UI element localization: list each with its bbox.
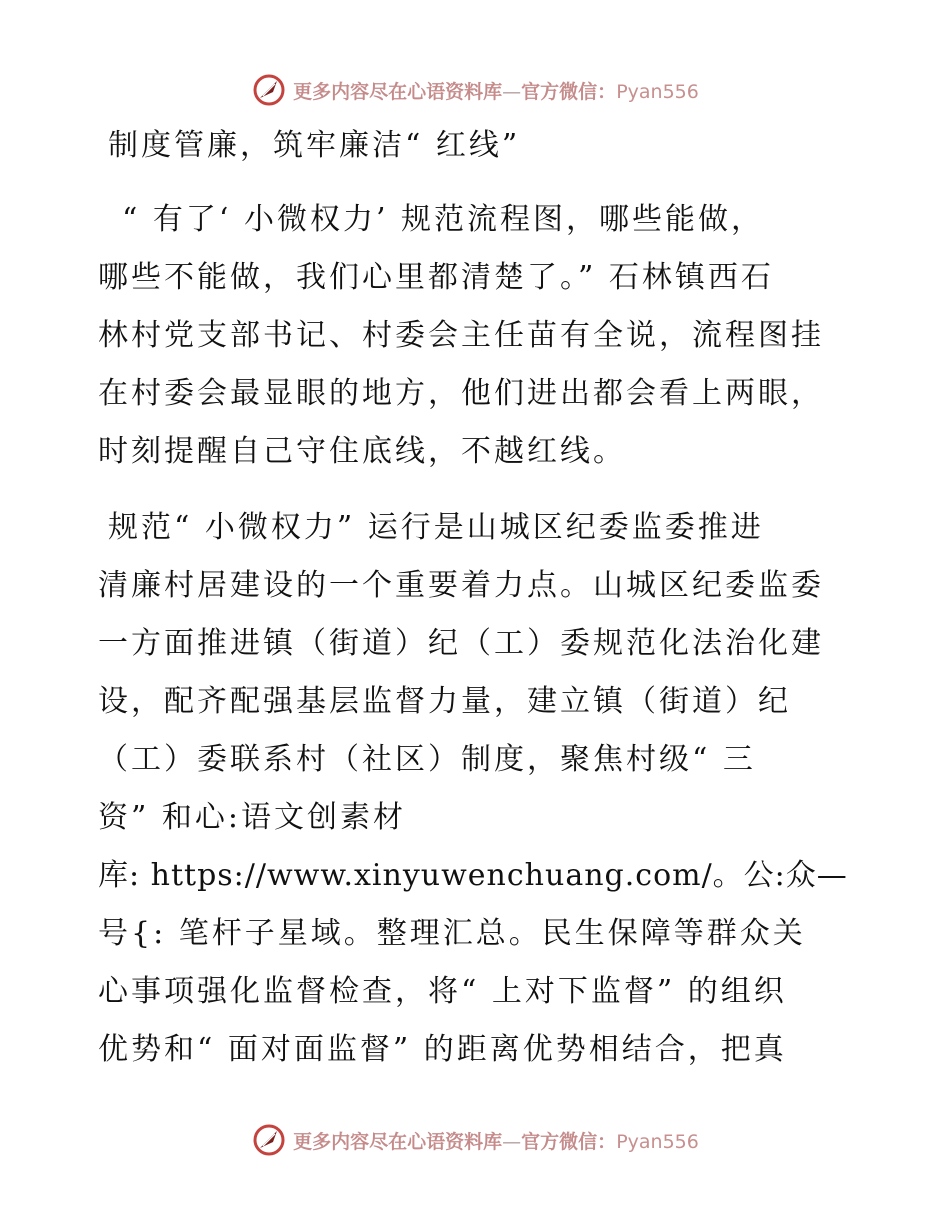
paragraph2-line-9: 心事项强化监督检查，将“ 上对下监督” 的组织 xyxy=(98,974,787,1009)
paragraph1-line-4: 在村委会最显眼的地方，他们进出都会看上两眼， xyxy=(98,376,824,411)
header-watermark xyxy=(0,70,950,110)
paragraph1-line-5: 时刻提醒自己守住底线，不越红线。 xyxy=(98,434,626,469)
watermark-dash: — xyxy=(502,80,522,103)
feather-circle-logo-icon xyxy=(251,72,287,108)
header-watermark-group xyxy=(251,72,699,108)
footer-watermark-group xyxy=(251,1122,699,1158)
paragraph2-line-4: 设，配齐配强基层监督力量，建立镇（街道）纪 xyxy=(98,684,791,719)
paragraph2-line-3: 一方面推进镇（街道）纪（工）委规范化法治化建 xyxy=(98,626,824,661)
watermark-wechat-id: Pyan556 xyxy=(616,1130,699,1153)
watermark-site-text: 更多内容尽在心语资料库 xyxy=(293,80,503,103)
paragraph1-line-2: 哪些不能做，我们心里都清楚了。” 石林镇西石 xyxy=(98,260,774,295)
paragraph2-line-2: 清廉村居建设的一个重要着力点。山城区纪委监委 xyxy=(98,568,824,603)
paragraph2-line-8: 号{: 笔杆子星域。整理汇总。民生保障等群众关 xyxy=(98,916,806,951)
paragraph2-line-5: （工）委联系村（社区）制度，聚焦村级“ 三 xyxy=(98,742,756,777)
watermark-wechat-label: 官方微信： xyxy=(521,1130,617,1153)
paragraph1-line-3: 林村党支部书记、村委会主任苗有全说，流程图挂 xyxy=(98,318,824,353)
watermark-wechat-label: 官方微信： xyxy=(521,80,617,103)
paragraph2-line-1: 规范“ 小微权力” 运行是山城区纪委监委推进 xyxy=(108,510,764,545)
paragraph1-line-1: “ 有了‘ 小微权力’ 规范流程图，哪些能做， xyxy=(122,202,765,237)
paragraph2-line-10: 优势和“ 面对面监督” 的距离优势相结合，把真 xyxy=(98,1032,787,1067)
paragraph2-line-6: 资” 和心:语文创素材 xyxy=(98,800,406,835)
footer-watermark xyxy=(0,1120,950,1160)
watermark-dash: — xyxy=(502,1130,522,1153)
section-heading: 制度管廉，筑牢廉洁“ 红线” xyxy=(108,128,521,163)
watermark-text xyxy=(293,1127,699,1154)
watermark-text xyxy=(293,77,699,104)
paragraph2-line-7: 库: https://www.xinyuwenchuang.com/。公:众— xyxy=(98,858,848,893)
watermark-site-text: 更多内容尽在心语资料库 xyxy=(293,1130,503,1153)
watermark-wechat-id: Pyan556 xyxy=(616,80,699,103)
feather-circle-logo-icon xyxy=(251,1122,287,1158)
